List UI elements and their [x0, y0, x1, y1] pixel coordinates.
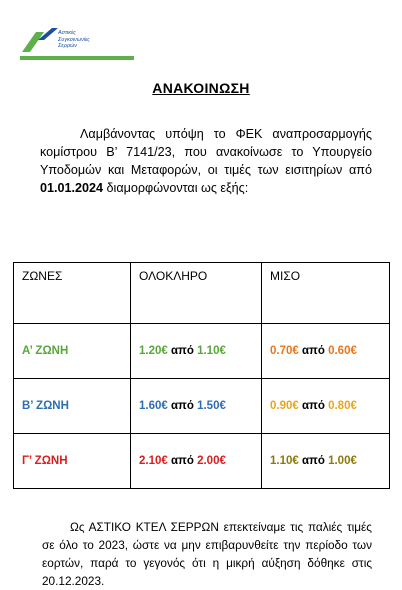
half-new-price: 0.70€ [270, 345, 299, 357]
connector: από [170, 455, 194, 467]
logo-line2: Συγκοινωνίες [58, 36, 90, 43]
intro-tail: διαμορφώνονται ως εξής: [103, 181, 249, 195]
intro-paragraph [40, 125, 372, 197]
full-fare-cell [131, 379, 262, 434]
full-old-price: 1.10€ [197, 345, 226, 357]
half-fare-cell [262, 434, 390, 489]
full-old-price: 2.00€ [197, 455, 226, 467]
full-fare-cell [131, 434, 262, 489]
half-old-price: 0.60€ [328, 345, 357, 357]
logo-green-stripe [22, 32, 44, 52]
connector: από [301, 455, 325, 467]
table-row [14, 324, 390, 379]
half-new-price: 0.90€ [270, 400, 299, 412]
half-new-price: 1.10€ [270, 455, 299, 467]
full-new-price: 1.20€ [139, 345, 168, 357]
full-fare-cell [131, 324, 262, 379]
header-full: ΟΛΟΚΛΗΡΟ [131, 263, 262, 324]
intro-text: Λαμβάνοντας υπόψη το ΦΕΚ αναπροσαρμογής κομίστρου Β’ 7141/23, που ανακοίνωσε το Υπουργείο Υποδομών και Μεταφορών, οι τιμές των εισιτηρίων από [40, 127, 372, 177]
half-fare-cell [262, 379, 390, 434]
fares-table [13, 262, 390, 489]
half-fare-cell [262, 324, 390, 379]
zone-label: Β’ ΖΩΝΗ [14, 379, 131, 434]
table-row [14, 434, 390, 489]
full-new-price: 1.60€ [139, 400, 168, 412]
connector: από [170, 400, 194, 412]
logo-text [58, 30, 90, 50]
closing-paragraph [42, 518, 372, 590]
closing-text: Ως ΑΣΤΙΚΟ ΚΤΕΛ ΣΕΡΡΩΝ επεκτείναμε τις παλιές τιμές σε όλο το 2023, ώστε να μην επιβαρυνθείτε την περίοδο των εορτών, παρά το γεγονός ότι η μικρή αύξηση δόθηκε στις 20.12.2023. [42, 520, 372, 588]
full-new-price: 2.10€ [139, 455, 168, 467]
logo-line1: Αστικές [58, 30, 76, 36]
zone-label: Γ’ ΖΩΝΗ [14, 434, 131, 489]
header-zones: ΖΩΝΕΣ [14, 263, 131, 324]
table-row [14, 379, 390, 434]
announcement-title: ΑΝΑΚΟΙΝΩΣΗ [152, 80, 250, 96]
half-old-price: 0.80€ [328, 400, 357, 412]
zone-label: Α’ ΖΩΝΗ [14, 324, 131, 379]
logo-line3: Σερρών [58, 43, 78, 49]
connector: από [170, 345, 194, 357]
full-old-price: 1.50€ [197, 400, 226, 412]
half-old-price: 1.00€ [328, 455, 357, 467]
intro-date: 01.01.2024 [40, 181, 104, 195]
header-half: ΜΙΣΟ [262, 263, 390, 324]
connector: από [301, 345, 325, 357]
table-header-row [14, 263, 390, 324]
connector: από [301, 400, 325, 412]
logo-underline [20, 56, 134, 60]
